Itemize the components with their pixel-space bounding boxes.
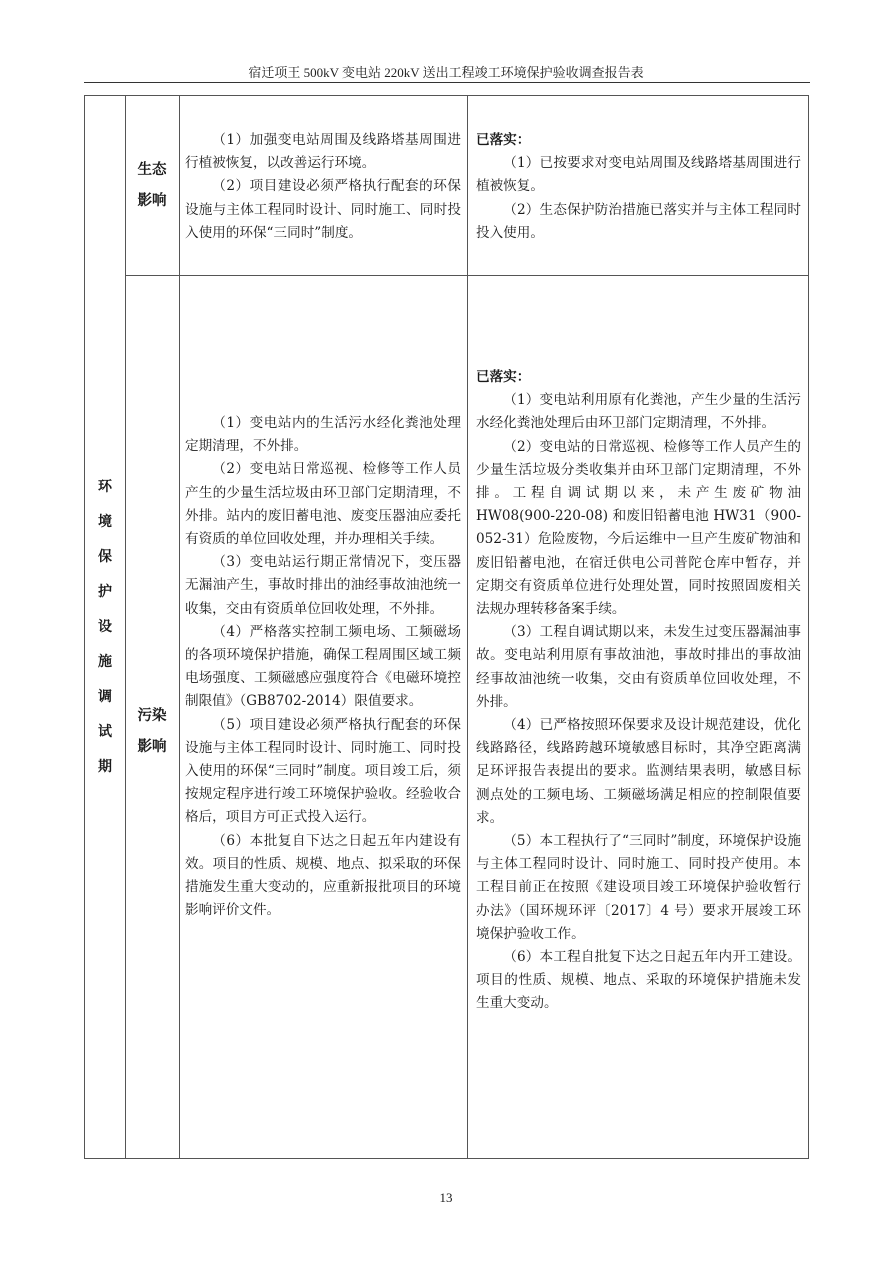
section-char: 施 <box>98 654 112 670</box>
implementation-item: （2）生态保护防治措施已落实并与主体工程同时投入使用。 <box>476 201 801 241</box>
requirement-item: （2）项目建设必须严格执行配套的环保设施与主体工程同时设计、同时施工、同时投入使用的环保“三同时”制度。 <box>185 178 461 241</box>
section-char: 期 <box>98 759 112 775</box>
ecology-requirement-cell <box>185 129 461 245</box>
requirement-item: （6）本批复自下达之日起五年内建设有效。项目的性质、规模、地点、拟采取的环保措施发生重大变动的，应重新报批项目的环境影响评价文件。 <box>185 832 461 919</box>
requirement-item: （3）变电站运行期正常情况下，变压器无漏油产生，事故时排出的油经事故油池统一收集，交由有资质单位回收处理，不外排。 <box>185 554 461 617</box>
section-char: 保 <box>98 549 112 565</box>
implementation-item: （1）已按要求对变电站周围及线路塔基周围进行植被恢复。 <box>476 155 801 195</box>
implementation-item: （4）已严格按照环保要求及设计规范建设，优化线路路径，线路跨越环境敏感目标时，其净空距离满足环评报告表提出的要求。监测结果表明，敏感目标测点处的工频电场、工频磁场满足相应的控制限值要求。 <box>476 717 801 826</box>
page-number: 13 <box>439 1190 453 1205</box>
implementation-item: （1）变电站利用原有化粪池，产生少量的生活污水经化粪池处理后由环卫部门定期清理，不外排。 <box>476 392 801 432</box>
section-char: 设 <box>98 619 112 635</box>
pollution-requirement-cell <box>185 412 461 922</box>
implementation-item: （6）本工程自批复下达之日起五年内开工建设。项目的性质、规模、地点、采取的环境保护措施未发生重大变动。 <box>476 949 801 1012</box>
implementation-item: （3）工程自调试期以来，未发生过变压器漏油事故。变电站利用原有事故油池，事故时排出的事故油经事故油池统一收集，交由有资质单位回收处理，不外排。 <box>476 624 801 710</box>
ecology-implementation-cell <box>476 129 801 245</box>
requirement-item: （2）变电站日常巡视、检修等工作人员产生的少量生活垃圾由环卫部门定期清理，不外排。站内的废旧蓄电池、废变压器油应委托有资质的单位回收处理，并办理相关手续。 <box>185 461 461 548</box>
section-char: 试 <box>98 724 112 740</box>
table-divider-col1 <box>125 95 126 1159</box>
requirement-item: （5）项目建设必须严格执行配套的环保设施与主体工程同时设计、同时施工、同时投入使用的环保“三同时”制度。项目竣工后，须按规定程序进行竣工环境保护验收。经验收合格后，项目方可正式投入运行。 <box>185 716 461 826</box>
section-char: 环 <box>98 479 112 495</box>
table-divider-row <box>125 275 809 276</box>
implemented-heading: 已落实： <box>476 132 531 148</box>
section-char: 护 <box>98 584 112 600</box>
row-label-pollution: 污染 影响 <box>137 707 167 755</box>
requirement-item: （1）加强变电站周围及线路塔基周围进行植被恢复，以改善运行环境。 <box>185 132 461 172</box>
page-header: 宿迁项王 500kV 变电站 220kV 送出工程竣工环境保护验收调查报告表 <box>248 65 644 80</box>
requirement-item: （1）变电站内的生活污水经化粪池处理定期清理，不外排。 <box>185 415 461 455</box>
pollution-implementation-cell <box>476 366 801 1016</box>
table-divider-col3 <box>467 95 468 1159</box>
implementation-item: （2）变电站的日常巡视、检修等工作人员产生的少量生活垃圾分类收集并由环卫部门定期清理，不外排。工程自调试期以来，未产生废矿物油 HW08(900-220-08) 和废旧铅蓄电池 HW31（900-052-31）危险废物，今后运维中一旦产生废矿物油和废旧铅蓄电池，在宿迁供电公司普陀仓库中暂存，并定期交有资质单位进行处理处置，同时按照固废相关法规办理转移备案手续。 <box>476 438 801 618</box>
section-title-vertical <box>86 470 124 785</box>
implemented-heading: 已落实： <box>476 369 531 385</box>
section-char: 调 <box>98 689 112 705</box>
implementation-item: （5）本工程执行了“三同时”制度，环境保护设施与主体工程同时设计、同时施工、同时投产使用。本工程目前正在按照《建设项目竣工环境保护验收暂行办法》（国环规环评〔2017〕4 号）要求开展竣工环境保护验收工作。 <box>476 833 801 942</box>
section-char: 境 <box>98 514 112 530</box>
table-divider-col2 <box>179 95 180 1159</box>
header-rule <box>84 82 810 83</box>
requirement-item: （4）严格落实控制工频电场、工频磁场的各项环境保护措施，确保工程周围区域工频电场强度、工频磁感应强度符合《电磁环境控制限值》（GB8702-2014）限值要求。 <box>185 623 461 710</box>
row-label-ecology: 生态 影响 <box>137 161 167 209</box>
